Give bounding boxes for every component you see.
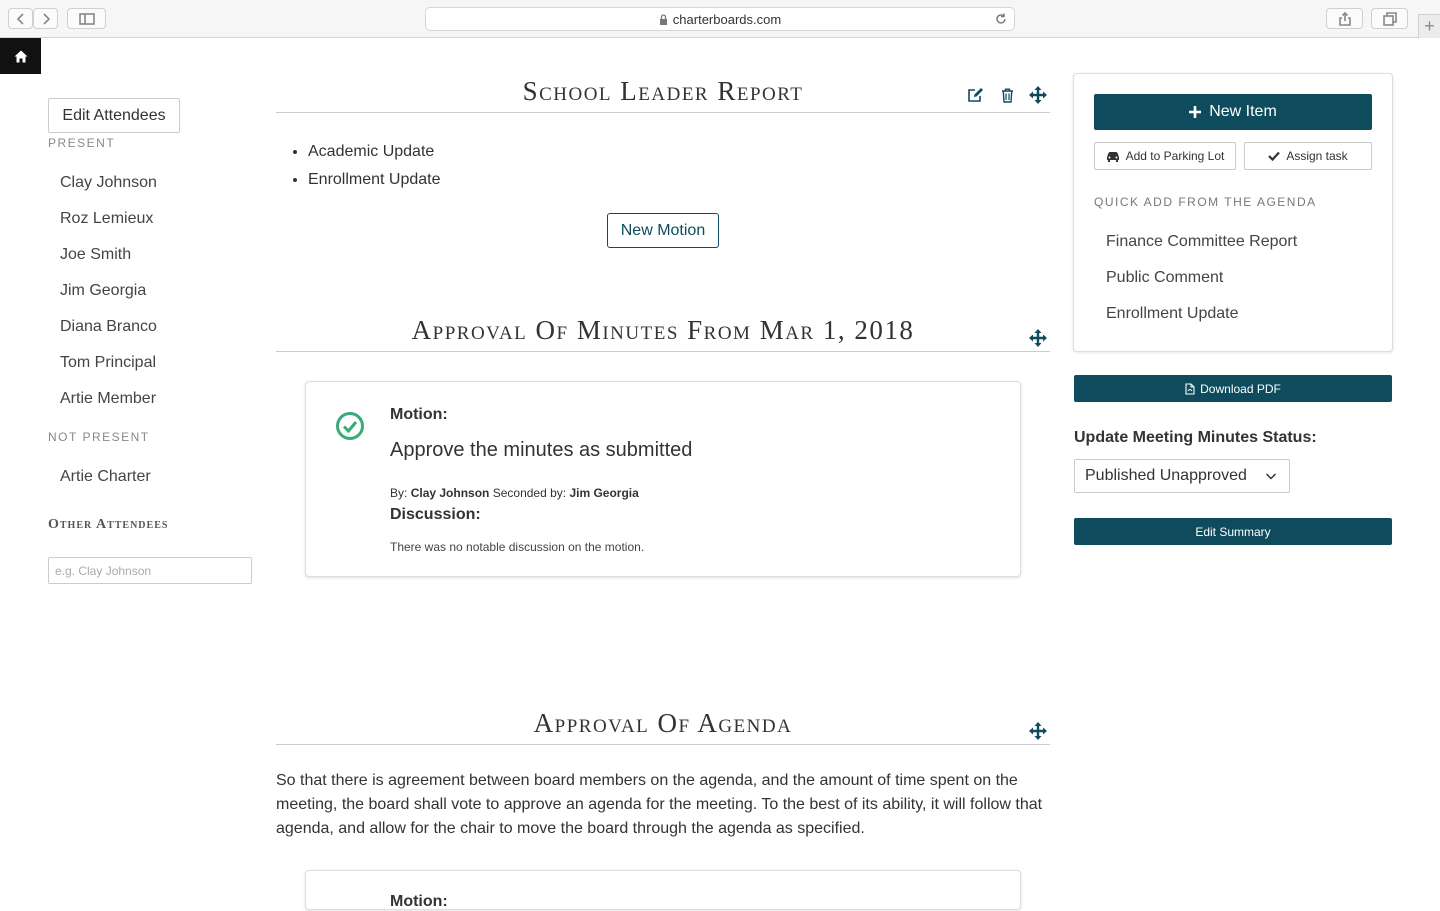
forward-button[interactable] xyxy=(33,8,58,29)
plus-icon xyxy=(1189,106,1201,118)
section-divider xyxy=(276,112,1050,113)
car-icon xyxy=(1106,151,1120,162)
section-title-approval-of-agenda: Approval Of Agenda xyxy=(533,708,793,738)
attendee-present: Jim Georgia xyxy=(60,282,147,299)
chevron-down-icon xyxy=(1265,470,1277,482)
motion-label: Motion: xyxy=(390,893,448,910)
quick-add-item[interactable]: Enrollment Update xyxy=(1106,305,1239,322)
move-icon xyxy=(1029,86,1047,104)
minutes-status-select[interactable] xyxy=(1074,459,1290,493)
edit-summary-button[interactable]: Edit Summary xyxy=(1074,518,1392,545)
quick-add-label: QUICK ADD FROM THE AGENDA xyxy=(1094,195,1317,209)
seconder-name: Jim Georgia xyxy=(569,486,639,500)
new-item-button[interactable] xyxy=(1094,94,1372,130)
present-label: PRESENT xyxy=(48,136,116,150)
mover-name: Clay Johnson xyxy=(410,486,490,500)
attendee-present: Tom Principal xyxy=(60,354,157,371)
new-item-label: New Item xyxy=(1209,103,1277,120)
move-icon xyxy=(1029,722,1047,740)
home-button[interactable] xyxy=(0,38,41,74)
new-tab-button[interactable]: + xyxy=(1418,14,1440,38)
minutes-status-label: Update Meeting Minutes Status: xyxy=(1074,429,1317,446)
section-divider xyxy=(276,744,1050,745)
url-text: charterboards.com xyxy=(672,11,782,27)
other-attendees-label: Other Attendees xyxy=(48,517,169,532)
move-section-button[interactable] xyxy=(1028,328,1048,348)
quick-add-item[interactable]: Finance Committee Report xyxy=(1106,233,1298,250)
trash-icon xyxy=(1001,88,1014,103)
new-motion-button[interactable]: New Motion xyxy=(607,213,719,248)
back-button[interactable] xyxy=(8,8,33,29)
attendee-present: Joe Smith xyxy=(60,246,132,263)
motion-text: Approve the minutes as submitted xyxy=(390,439,693,461)
action-panel xyxy=(1073,73,1393,352)
motion-card xyxy=(305,381,1021,577)
attendee-present: Roz Lemieux xyxy=(60,210,154,227)
motion-mover-line xyxy=(390,486,639,500)
download-pdf-label: Download PDF xyxy=(1200,381,1281,396)
seconded-label: Seconded by: xyxy=(492,486,567,500)
quick-add-item[interactable]: Public Comment xyxy=(1106,269,1224,286)
share-icon xyxy=(1338,12,1352,26)
attendee-present: Diana Branco xyxy=(60,318,157,335)
assign-task-label: Assign task xyxy=(1286,149,1348,163)
edit-section-button[interactable] xyxy=(965,85,985,105)
move-section-button[interactable] xyxy=(1028,85,1048,105)
attendee-not-present: Artie Charter xyxy=(60,468,151,485)
agenda-description: So that there is agreement between board members on the agenda, and the amount of time spent on the meeting, the board shall vote to approve an agenda for the meeting. To the best of its ability, it will follow that agenda, and allow for the chair to move the board through the agenda as specified. xyxy=(276,772,1043,837)
delete-section-button[interactable] xyxy=(997,85,1017,105)
tabs-button[interactable] xyxy=(1371,8,1408,29)
motion-label: Motion: xyxy=(390,406,448,423)
list-item: • Academic Update xyxy=(308,138,441,166)
motion-card xyxy=(305,870,1021,910)
edit-attendees-button[interactable]: Edit Attendees xyxy=(48,98,180,133)
move-icon xyxy=(1029,329,1047,347)
other-attendees-input[interactable] xyxy=(48,557,252,584)
checkmark-icon xyxy=(1268,151,1280,161)
report-bullet-list xyxy=(308,138,441,194)
forward-icon xyxy=(41,13,51,25)
address-bar[interactable] xyxy=(425,7,1015,31)
home-icon xyxy=(14,50,28,63)
attendee-present: Clay Johnson xyxy=(60,174,157,191)
section-divider xyxy=(276,351,1050,352)
section-title-approval-of-minutes: Approval Of Minutes From Mar 1, 2018 xyxy=(411,315,915,345)
sidebar-icon xyxy=(79,13,95,25)
browser-toolbar xyxy=(0,0,1440,38)
share-button[interactable] xyxy=(1326,8,1363,29)
assign-task-button[interactable] xyxy=(1244,142,1372,170)
check-circle-icon xyxy=(335,411,365,441)
section-title-school-leader-report: School Leader Report xyxy=(522,76,804,106)
pdf-icon xyxy=(1185,383,1195,395)
status-value: Published Unapproved xyxy=(1085,467,1247,484)
move-section-button[interactable] xyxy=(1028,721,1048,741)
back-icon xyxy=(16,13,26,25)
reload-icon[interactable] xyxy=(994,12,1008,26)
sidebar-toggle-button[interactable] xyxy=(67,8,106,29)
tabs-icon xyxy=(1383,12,1397,26)
discussion-label: Discussion: xyxy=(390,506,481,523)
attendee-present: Artie Member xyxy=(60,390,157,407)
by-label: By: xyxy=(390,486,408,500)
discussion-text: There was no notable discussion on the motion. xyxy=(390,540,645,554)
lock-icon xyxy=(659,14,668,25)
edit-icon xyxy=(967,87,984,103)
not-present-label: NOT PRESENT xyxy=(48,430,150,444)
download-pdf-button[interactable] xyxy=(1074,375,1392,402)
parking-lot-label: Add to Parking Lot xyxy=(1125,149,1225,163)
add-to-parking-lot-button[interactable] xyxy=(1094,142,1236,170)
list-item: • Enrollment Update xyxy=(308,166,441,194)
